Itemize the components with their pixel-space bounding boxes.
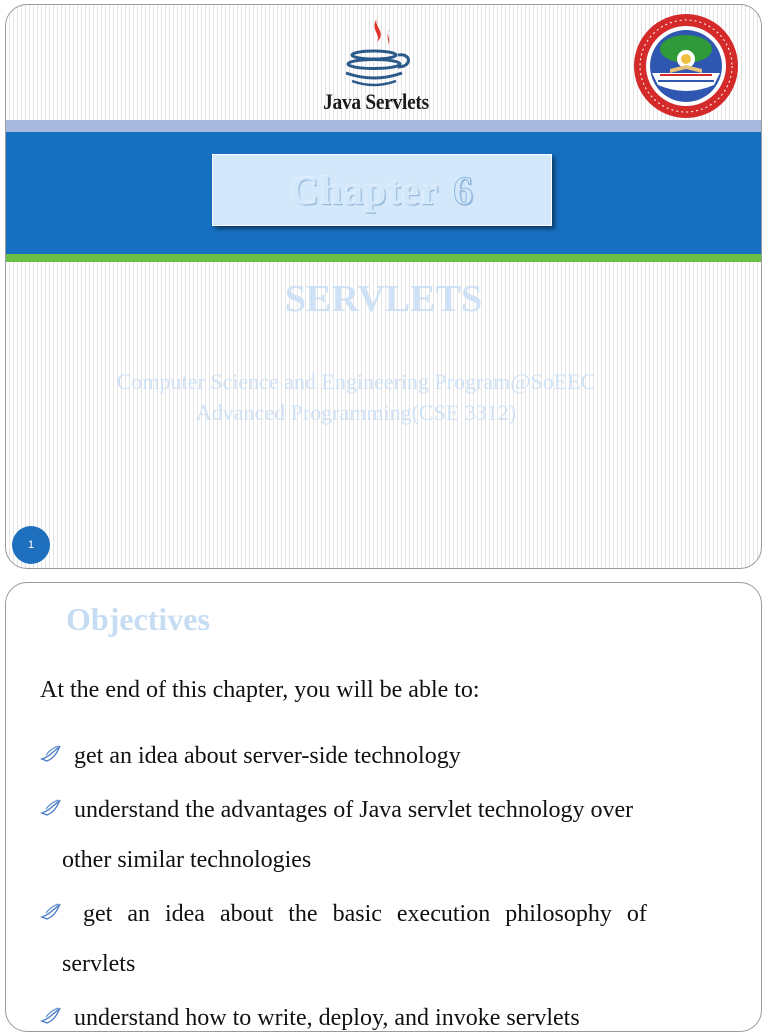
dove-bullet-icon [40, 901, 62, 923]
objectives-intro: At the end of this chapter, you will be able to: [40, 677, 480, 703]
bullet-text-continued: other similar technologies [62, 847, 312, 873]
objectives-title: Objectives [66, 601, 210, 637]
list-item [40, 993, 730, 1032]
chapter-label: Chapter [289, 167, 440, 213]
subtitle-line-1: Computer Science and Engineering Program@SoEEC [116, 369, 596, 394]
bullet-text: understand how to write, deploy, and invoke servlets [68, 1005, 580, 1031]
objectives-slide [5, 582, 762, 1032]
bullet-text: get an idea about the basic execution philosophy of [68, 901, 647, 927]
band-green [6, 254, 761, 262]
chapter-box [212, 154, 552, 226]
objectives-list [40, 731, 730, 1032]
dove-bullet-icon [40, 797, 62, 819]
slide-number-badge: 1 [12, 526, 50, 564]
bullet-text: understand the advantages of Java servlet technology over [68, 797, 634, 823]
list-item [40, 889, 730, 989]
subtitle-line-2: Advanced Programming(CSE 3312) [195, 400, 517, 425]
chapter-number: 6 [453, 167, 475, 213]
slide-title: SERVLETS [284, 278, 483, 320]
band-top [6, 120, 761, 132]
bullet-text-continued: servlets [62, 951, 136, 977]
title-slide [5, 4, 762, 569]
java-cup-icon [328, 11, 424, 91]
subtitle [46, 366, 666, 428]
university-seal-icon [630, 13, 742, 119]
java-servlets-logo [306, 11, 446, 121]
logo-caption: Java Servlets [323, 89, 429, 114]
dove-bullet-icon [40, 743, 62, 765]
list-item [40, 731, 730, 781]
list-item [40, 785, 730, 885]
bullet-text: get an idea about server-side technology [68, 743, 461, 769]
